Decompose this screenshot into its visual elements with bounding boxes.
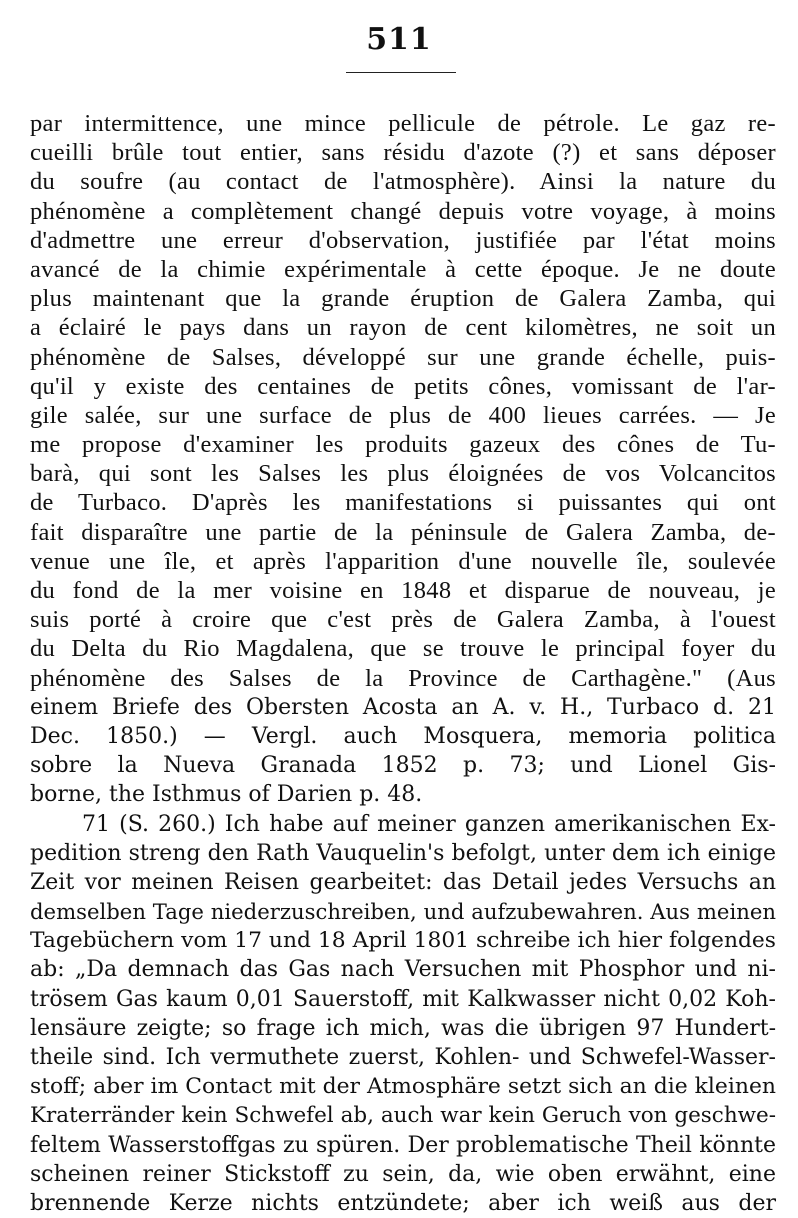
text-line: du soufre (au contact de l'atmosphère). Ainsi la nature du xyxy=(30,168,776,196)
text-line: suis porté à croire que c'est près de Galera Zamba, à l'ouest xyxy=(30,606,776,634)
text-line: d'admettre une erreur d'observation, justifiée par l'état moins xyxy=(30,226,776,254)
text-line: gile salée, sur une surface de plus de 400 lieues carrées. — Je xyxy=(30,401,776,429)
page-number: 511 xyxy=(366,22,432,57)
text-line: phénomène de Salses, développé sur une grande échelle, puis- xyxy=(30,343,776,371)
text-line: lensäure zeigte; so frage ich mich, was die übrigen 97 Hundert- xyxy=(30,1015,776,1041)
text-line: brennende Kerze nichts entzündete; aber ich weiß aus der xyxy=(30,1190,776,1216)
text-line: fait disparaître une partie de la péninsule de Galera Zamba, de- xyxy=(30,518,776,546)
text-line: stoff; aber im Contact mit der Atmosphäre setzt sich an die kleinen xyxy=(30,1074,776,1100)
text-line: par intermittence, une mince pellicule de pétrole. Le gaz re- xyxy=(30,110,776,137)
text-line: feltem Wasserstoffgas zu spüren. Der problematische Theil könnte xyxy=(30,1132,776,1158)
text-line: trösem Gas kaum 0,01 Sauerstoff, mit Kalkwasser nicht 0,02 Koh- xyxy=(30,986,776,1012)
text-line: me propose d'examiner les produits gazeux des cônes de Tu- xyxy=(30,431,776,459)
text-line: barà, qui sont les Salses les plus éloignées de vos Volcancitos xyxy=(30,460,776,488)
header-rule xyxy=(346,72,456,73)
text-line: a éclairé le pays dans un rayon de cent kilomètres, ne soit un xyxy=(30,314,776,342)
text-line: 71 (S. 260.) Ich habe auf meiner ganzen amerikanischen Ex- xyxy=(82,811,776,837)
text-line: scheinen reiner Stickstoff zu sein, da, wie oben erwähnt, eine xyxy=(30,1161,776,1187)
text-line: cueilli brûle tout entier, sans résidu d'azote (?) et sans déposer xyxy=(30,139,776,167)
text-line: pedition streng den Rath Vauquelin's befolgt, unter dem ich einige xyxy=(30,840,776,866)
body-text xyxy=(30,109,776,1218)
text-line: Dec. 1850.) — Vergl. auch Mosquera, memoria politica xyxy=(30,723,776,749)
text-line: avancé de la chimie expérimentale à cette époque. Je ne doute xyxy=(30,255,776,283)
text-line: plus maintenant que la grande éruption de Galera Zamba, qui xyxy=(30,285,776,313)
text-line: Zeit vor meinen Reisen gearbeitet: das Detail jedes Versuchs an xyxy=(30,869,776,895)
text-line: phénomène a complètement changé depuis votre voyage, à moins xyxy=(30,197,776,225)
text-line: sobre la Nueva Granada 1852 p. 73; und Lionel Gis- xyxy=(30,753,776,779)
text-line: ab: „Da demnach das Gas nach Versuchen mit Phosphor und ni- xyxy=(30,957,776,983)
text-line: Tagebüchern vom 17 und 18 April 1801 schreibe ich hier folgendes xyxy=(30,928,776,954)
text-line: Kraterränder kein Schwefel ab, auch war kein Geruch von geschwe- xyxy=(30,1103,776,1129)
text-line: du Delta du Rio Magdalena, que se trouve le principal foyer du xyxy=(30,635,776,663)
text-line: einem Briefe des Obersten Acosta an A. v. H., Turbaco d. 21 xyxy=(30,694,776,720)
text-line: demselben Tage niederzuschreiben, und aufzubewahren. Aus meinen xyxy=(30,899,776,925)
text-line: borne, the Isthmus of Darien p. 48. xyxy=(30,782,423,808)
text-line: phénomène des Salses de la Province de Carthagène." (Aus xyxy=(30,664,776,692)
text-line: du fond de la mer voisine en 1848 et disparue de nouveau, je xyxy=(30,577,776,604)
text-line: qu'il y existe des centaines de petits cônes, vomissant de l'ar- xyxy=(30,372,776,400)
text-line: de Turbaco. D'après les manifestations si puissantes qui ont xyxy=(30,489,776,517)
text-line: theile sind. Ich vermuthete zuerst, Kohlen- und Schwefel-Wasser- xyxy=(30,1045,776,1070)
text-line: venue une île, et après l'apparition d'une nouvelle île, soulevée xyxy=(30,547,776,575)
